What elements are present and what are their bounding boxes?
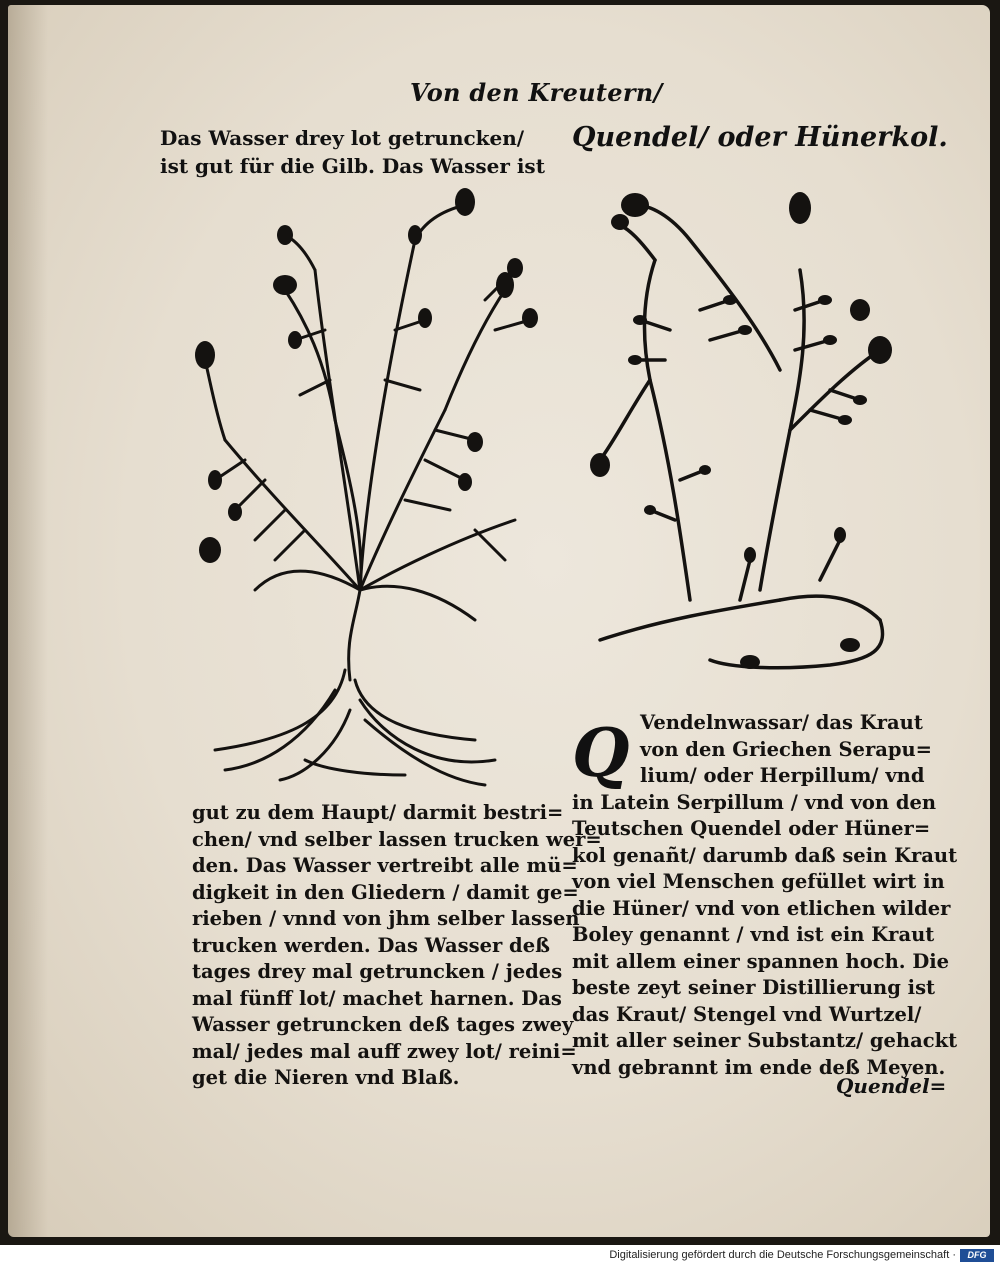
right-plant-woodcut — [580, 180, 920, 700]
text-line: chen/ vnd selber lassen trucken wer= — [192, 827, 602, 851]
left-column-top-text — [160, 124, 545, 180]
page-edge-shadow — [8, 5, 48, 1237]
text-line: get die Nieren vnd Blaß. — [192, 1066, 460, 1089]
text-line: tages drey mal getruncken / jedes — [192, 960, 563, 983]
text-line: den. Das Wasser vertreibt alle mü= — [192, 854, 578, 877]
text-line: Boley genannt / vnd ist ein Kraut — [572, 923, 935, 946]
text-line: Vendelnwassar/ das Kraut — [640, 711, 923, 734]
text-line: mal fünff lot/ machet harnen. Das — [192, 986, 562, 1010]
text-line: trucken werden. Das Wasser deß — [192, 933, 550, 957]
drop-cap-initial: Q — [572, 714, 630, 792]
text-line: Teutschen Quendel oder Hüner= — [572, 817, 931, 840]
text-line: die Hüner/ vnd von etlichen wilder — [572, 896, 951, 920]
text-line: kol genañt/ darumb daß sein Kraut — [572, 843, 958, 867]
text-line: in Latein Serpillum / vnd von den — [572, 790, 937, 814]
text-line: rieben / vnnd von jhm selber lassen — [192, 907, 580, 930]
text-line: lium/ oder Herpillum/ vnd — [640, 764, 925, 787]
footer-credit: Digitalisierung gefördert durch die Deutsche Forschungsgemeinschaft · — [609, 1249, 956, 1261]
right-column-body — [572, 710, 958, 1081]
text-line: mal/ jedes mal auff zwey lot/ reini= — [192, 1039, 577, 1063]
dfg-logo-icon[interactable]: DFG — [960, 1249, 994, 1262]
text-line: mit allem einer spannen hoch. Die — [572, 949, 950, 973]
chapter-title: Quendel/ oder Hünerkol. — [572, 122, 948, 153]
text-line: beste zeyt seiner Distillierung ist — [572, 976, 936, 999]
left-column-body — [192, 800, 602, 1092]
catchword: Quendel= — [836, 1074, 947, 1098]
text-line: gut zu dem Haupt/ darmit bestri= — [192, 801, 564, 824]
text-line: vnd gebrannt im ende deß Meyen. — [572, 1055, 946, 1079]
text-line: ist gut für die Gilb. Das Wasser ist — [160, 154, 545, 178]
text-line: Wasser getruncken deß tages zwey — [192, 1013, 574, 1036]
running-header: Von den Kreutern/ — [410, 78, 663, 107]
text-line: das Kraut/ Stengel vnd Wurtzel/ — [572, 1002, 922, 1026]
text-line: mit aller seiner Substantz/ gehackt — [572, 1029, 958, 1052]
left-plant-woodcut — [185, 180, 545, 800]
text-line: von viel Menschen gefüllet wirt in — [572, 870, 945, 893]
text-line: von den Griechen Serapu= — [640, 737, 933, 761]
text-line: digkeit in den Gliedern / damit ge= — [192, 880, 579, 904]
text-line: Das Wasser drey lot getruncken/ — [160, 126, 525, 150]
